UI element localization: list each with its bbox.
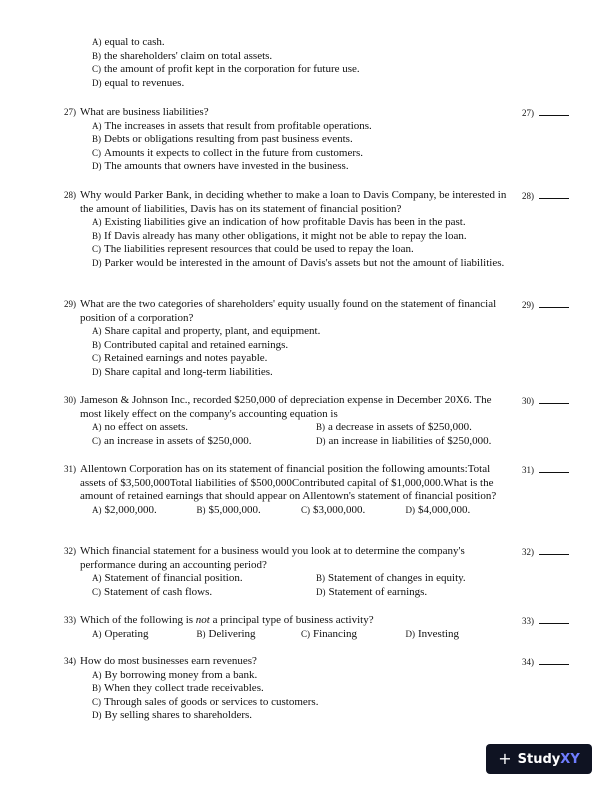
option-text: the amount of profit kept in the corporation for future use. — [104, 63, 360, 76]
option-d — [316, 586, 516, 600]
option-text: By selling shares to shareholders. — [104, 709, 253, 722]
option-a — [92, 36, 360, 50]
option-text: The liabilities represent resources that could be used to repay the loan. — [104, 243, 414, 256]
option-text: Amounts it expects to collect in the future from customers. — [104, 146, 364, 159]
option-letter: B) — [196, 504, 206, 515]
option-d — [92, 366, 510, 380]
option-b — [197, 504, 302, 518]
option-letter: B) — [196, 628, 206, 639]
option-b — [316, 421, 516, 435]
option-text: Operating — [104, 627, 149, 640]
option-d — [92, 257, 510, 271]
option-text: Financing — [313, 627, 357, 640]
answer-number: 32) — [522, 547, 534, 557]
option-letter: C) — [301, 628, 310, 639]
option-text: Debts or obligations resulting from past business events. — [104, 133, 353, 146]
option-d — [406, 504, 511, 518]
question-stem: Why would Parker Bank, in deciding whether to make a loan to Davis Company, be interested in the amount of liabilities, Davis has on its statement of financial position? — [80, 189, 507, 215]
option-text: If Davis already has many other obligations, it might not be able to repay the loan. — [104, 229, 467, 242]
option-letter: D) — [92, 161, 102, 172]
option-text: Share capital and long-term liabilities. — [104, 365, 273, 378]
option-text: equal to revenues. — [104, 76, 185, 89]
question-27 — [64, 106, 510, 174]
option-letter: D) — [92, 77, 102, 88]
answer-blank-33[interactable] — [522, 614, 569, 629]
answer-number: 29) — [522, 300, 534, 310]
option-c — [92, 352, 510, 366]
option-text: Statement of changes in equity. — [328, 572, 466, 585]
option-a — [92, 669, 510, 683]
option-letter: C) — [92, 244, 101, 255]
option-text: $2,000,000. — [104, 503, 157, 516]
option-text: $5,000,000. — [208, 503, 261, 516]
question-stem: What are the two categories of shareholders' equity usually found on the statement of financial position of a corporation? — [80, 298, 497, 324]
question-number: 33) — [64, 615, 76, 625]
question-stem: Which financial statement for a business would you look at to determine the company's performance during an accounting period? — [80, 545, 465, 571]
option-c — [92, 243, 510, 257]
option-b — [92, 133, 510, 147]
option-text: The increases in assets that result from profitable operations. — [104, 119, 372, 132]
stem-part: a principal type of business activity? — [209, 614, 374, 626]
option-a — [92, 572, 316, 586]
option-a — [92, 628, 197, 642]
answer-blank-32[interactable] — [522, 545, 569, 560]
option-letter: B) — [92, 683, 101, 694]
option-letter: A) — [92, 573, 102, 584]
option-a — [92, 504, 197, 518]
option-text: Existing liabilities give an indication of how profitable Davis has been in the past. — [104, 216, 466, 229]
option-d — [92, 160, 510, 174]
option-letter: A) — [92, 504, 102, 515]
option-text: Share capital and property, plant, and equipment. — [104, 325, 321, 338]
option-letter: D) — [92, 366, 102, 377]
option-letter: B) — [316, 422, 325, 433]
question-32 — [64, 545, 510, 599]
answer-number: 27) — [522, 108, 534, 118]
option-b — [92, 230, 510, 244]
answer-blank-30[interactable] — [522, 394, 569, 409]
option-d — [92, 77, 360, 91]
question-34 — [64, 655, 510, 723]
badge-label — [518, 752, 580, 767]
option-text: no effect on assets. — [104, 421, 188, 434]
option-letter: A) — [92, 422, 102, 433]
answer-blank-27[interactable] — [522, 106, 569, 121]
badge-suffix: XY — [560, 751, 580, 767]
answer-line[interactable] — [539, 655, 569, 665]
option-b — [92, 50, 360, 64]
question-number: 29) — [64, 299, 76, 309]
answer-blank-29[interactable] — [522, 298, 569, 313]
option-text: When they collect trade receivables. — [104, 682, 264, 695]
option-letter: C) — [92, 696, 101, 707]
answer-blank-34[interactable] — [522, 655, 569, 670]
answer-number: 34) — [522, 657, 534, 667]
option-d — [316, 435, 516, 449]
answer-line[interactable] — [539, 545, 569, 555]
option-c — [301, 628, 406, 642]
question-stem — [80, 614, 510, 628]
option-c — [92, 63, 360, 77]
option-text: $3,000,000. — [313, 503, 366, 516]
option-text: Statement of earnings. — [328, 585, 428, 598]
option-text: Statement of financial position. — [104, 572, 243, 585]
answer-line[interactable] — [539, 463, 569, 473]
option-a — [92, 216, 510, 230]
option-letter: C) — [92, 586, 101, 597]
question-number: 27) — [64, 107, 76, 117]
stem-emphasis: not — [195, 614, 210, 626]
option-letter: D) — [316, 586, 326, 597]
option-letter: D) — [405, 504, 415, 515]
option-text: an increase in assets of $250,000. — [104, 434, 252, 447]
question-stem: Allentown Corporation has on its statement of financial position the following amounts:Total assets of $3,500,000Total liabilities of $500,000Contributed capital of $1,000,000.What is the amount of retained earnings that should appear on Allentown's statement of financial position? — [80, 463, 497, 503]
option-text: equal to cash. — [104, 36, 165, 48]
option-text: Contributed capital and retained earnings. — [104, 338, 289, 351]
option-c — [92, 586, 316, 600]
option-letter: A) — [92, 37, 102, 47]
option-text: a decrease in assets of $250,000. — [328, 421, 472, 434]
answer-line[interactable] — [539, 106, 569, 116]
option-a — [92, 421, 316, 435]
question-30 — [64, 394, 510, 448]
option-letter: D) — [405, 628, 415, 639]
question-stem: What are business liabilities? — [80, 106, 209, 118]
stem-part: Which of the following is — [80, 614, 196, 626]
question-28 — [64, 189, 510, 271]
option-letter: B) — [316, 573, 325, 584]
studyxy-badge[interactable] — [486, 744, 592, 774]
option-text: The amounts that owners have invested in the business. — [104, 160, 349, 173]
answer-number: 28) — [522, 191, 534, 201]
option-letter: A) — [92, 326, 102, 337]
option-letter: D) — [92, 257, 102, 268]
option-c — [92, 147, 510, 161]
question-number: 28) — [64, 190, 76, 200]
answer-line[interactable] — [539, 189, 569, 199]
question-stem: Jameson & Johnson Inc., recorded $250,000 of depreciation expense in December 20X6. The most likely effect on the company's accounting equation is — [80, 394, 492, 420]
option-letter: A) — [92, 120, 102, 131]
previous-question-options — [92, 36, 360, 90]
option-d — [406, 628, 511, 642]
answer-blank-28[interactable] — [522, 189, 569, 204]
option-text: Statement of cash flows. — [104, 585, 213, 598]
plus-icon: + — [498, 749, 512, 768]
option-text: Parker would be interested in the amount of Davis's assets but not the amount of liabilities. — [104, 256, 505, 269]
option-letter: C) — [92, 353, 101, 364]
question-number: 31) — [64, 464, 76, 474]
option-text: Investing — [418, 627, 459, 640]
option-c — [92, 435, 316, 449]
option-b — [316, 572, 516, 586]
question-33 — [64, 614, 510, 641]
answer-line[interactable] — [539, 614, 569, 624]
question-31 — [64, 463, 510, 517]
answer-line[interactable] — [539, 298, 569, 308]
option-a — [92, 120, 510, 134]
question-number: 34) — [64, 656, 76, 666]
answer-number: 30) — [522, 396, 534, 406]
question-number: 30) — [64, 395, 76, 405]
option-letter: B) — [92, 339, 101, 350]
option-letter: B) — [92, 50, 101, 61]
option-letter: D) — [316, 435, 326, 446]
question-stem: How do most businesses earn revenues? — [80, 655, 257, 667]
option-text: the shareholders' claim on total assets. — [104, 49, 273, 62]
option-letter: A) — [92, 217, 102, 228]
answer-line[interactable] — [539, 394, 569, 404]
option-letter: A) — [92, 669, 102, 680]
answer-number: 31) — [522, 465, 534, 475]
option-letter: C) — [92, 435, 101, 446]
option-letter: C) — [301, 504, 310, 515]
answer-number: 33) — [522, 616, 534, 626]
option-a — [92, 325, 510, 339]
option-letter: C) — [92, 147, 101, 158]
option-b — [92, 339, 510, 353]
badge-prefix: Study — [517, 751, 561, 767]
option-b — [92, 682, 510, 696]
option-text: Through sales of goods or services to customers. — [104, 695, 319, 708]
option-text: Delivering — [208, 627, 256, 640]
option-letter: A) — [92, 628, 102, 639]
question-number: 32) — [64, 546, 76, 556]
option-text: Retained earnings and notes payable. — [104, 352, 268, 365]
option-letter: C) — [92, 64, 101, 75]
option-c — [92, 696, 510, 710]
option-b — [197, 628, 302, 642]
option-text: an increase in liabilities of $250,000. — [328, 434, 492, 447]
option-d — [92, 709, 510, 723]
option-text: $4,000,000. — [418, 503, 471, 516]
option-letter: D) — [92, 710, 102, 721]
option-letter: B) — [92, 134, 101, 145]
option-text: By borrowing money from a bank. — [104, 668, 258, 681]
question-29 — [64, 298, 510, 380]
option-letter: B) — [92, 230, 101, 241]
option-c — [301, 504, 406, 518]
answer-blank-31[interactable] — [522, 463, 569, 478]
